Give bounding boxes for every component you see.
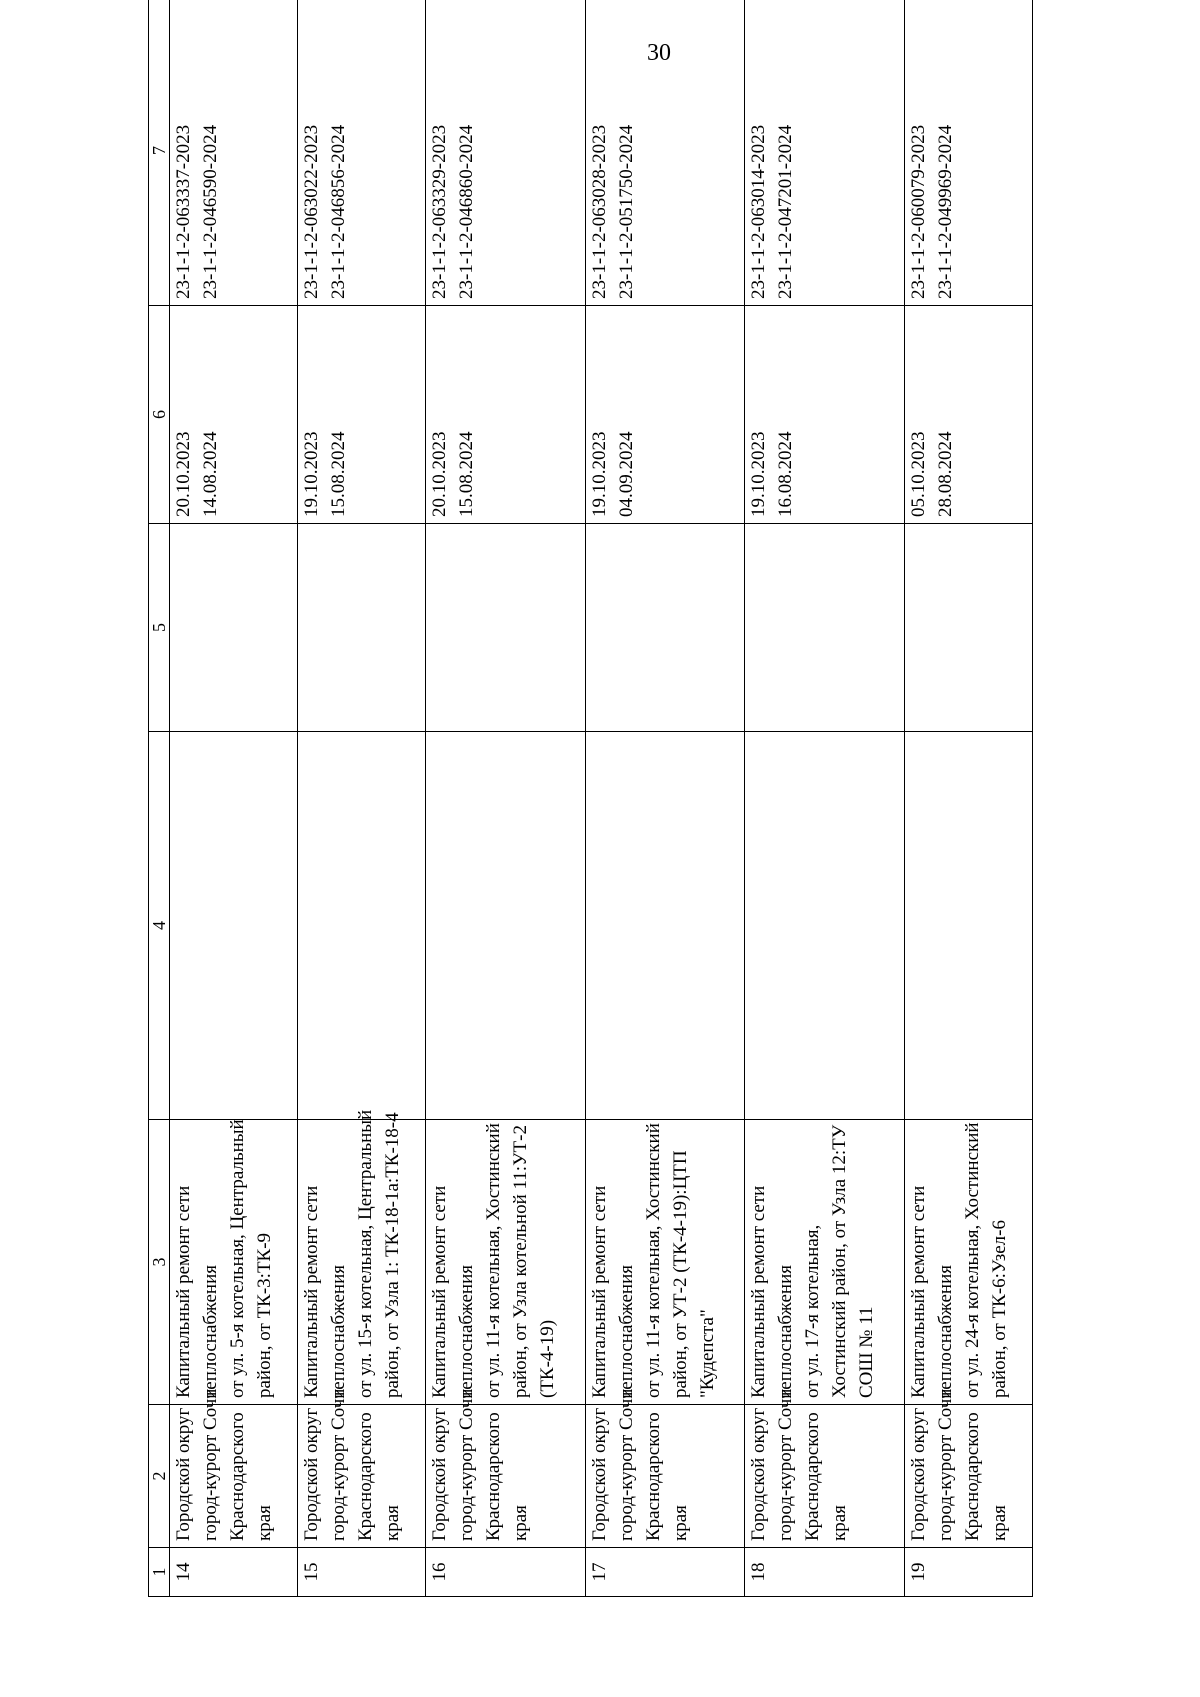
work-description-cell-line: район, от УТ-2 (ТК-4-19):ЦТП <box>669 1150 691 1398</box>
table-row <box>745 0 905 1597</box>
work-description-cell <box>170 1120 298 1405</box>
work-description-cell-line: теплоснабжения <box>327 1265 349 1398</box>
municipality-cell-line: края <box>988 1505 1010 1541</box>
work-description-cell-line: от ул. 5-я котельная, Центральный <box>227 1119 248 1398</box>
table-row <box>170 0 298 1597</box>
work-description-cell <box>745 1120 905 1405</box>
work-description-cell-line: Капитальный ремонт сети <box>428 1185 450 1398</box>
municipality-cell-line: Городской округ <box>748 1407 770 1541</box>
municipality-cell-line: город-курорт Сочи <box>934 1388 956 1541</box>
table-row <box>585 0 745 1597</box>
municipality-cell-line: Городской округ <box>173 1407 194 1541</box>
table-body <box>170 0 1033 1597</box>
column-5-cell <box>297 524 425 732</box>
registry-numbers-cell-line: 23-1-1-2-063028-2023 <box>588 124 610 299</box>
registry-numbers-cell <box>425 0 585 306</box>
dates-cell <box>904 306 1032 524</box>
registry-numbers-cell-line: 23-1-1-2-063014-2023 <box>748 124 770 299</box>
column-header-4: 4 <box>149 732 170 1120</box>
column-4-cell <box>170 732 298 1120</box>
work-description-cell <box>297 1109 425 1405</box>
registry-numbers-cell <box>745 0 905 306</box>
work-description-cell-line: теплоснабжения <box>455 1265 477 1398</box>
municipality-cell-line: Городской округ <box>300 1407 322 1541</box>
column-header-6: 6 <box>149 306 170 524</box>
dates-cell-line: 19.10.2023 <box>300 431 322 517</box>
dates-cell-line: 14.08.2024 <box>200 431 221 517</box>
row-number: 14 <box>170 1548 298 1597</box>
dates-cell-line: 15.08.2024 <box>327 431 349 517</box>
registry-numbers-cell-line: 23-1-1-2-063337-2023 <box>173 124 194 299</box>
column-header-5: 5 <box>149 524 170 732</box>
column-header-3: 3 <box>149 1120 170 1405</box>
registry-numbers-cell <box>297 0 425 306</box>
work-description-cell-line: район, от Узла котельной 11:УТ-2 <box>509 1125 531 1398</box>
dates-cell-line: 28.08.2024 <box>934 431 956 517</box>
municipality-cell <box>425 1388 585 1548</box>
dates-cell <box>170 306 298 524</box>
work-description-cell-line: район, от ТК-6:Узел-6 <box>988 1220 1010 1398</box>
municipality-cell-line: Городской округ <box>588 1407 610 1541</box>
work-description-cell-line: от ул. 11-я котельная, Хостинский <box>482 1123 504 1398</box>
table-row <box>297 0 425 1597</box>
municipality-cell-line: город-курорт Сочи <box>455 1388 477 1541</box>
dates-cell-line: 20.10.2023 <box>173 431 194 517</box>
work-description-cell <box>425 1120 585 1405</box>
municipality-cell-line: Краснодарского <box>642 1412 664 1541</box>
column-5-cell <box>745 524 905 732</box>
municipality-cell-line: края <box>381 1505 403 1541</box>
registry-numbers-cell-line: 23-1-1-2-063022-2023 <box>300 124 322 299</box>
work-description-cell-line: от ул. 15-я котельная, Центральный <box>354 1109 376 1398</box>
municipality-cell-line: края <box>829 1505 851 1541</box>
dates-cell <box>425 306 585 524</box>
registry-numbers-cell-line: 23-1-1-2-049969-2024 <box>934 124 956 299</box>
work-description-cell-line: район, от Узла 1: ТК-18-1а:ТК-18-4 <box>381 1112 403 1398</box>
municipality-cell-line: город-курорт Сочи <box>775 1388 797 1541</box>
work-description-cell-line: теплоснабжения <box>200 1265 221 1398</box>
column-5-cell <box>585 524 745 732</box>
column-5-cell <box>170 524 298 732</box>
work-description-cell-line: Капитальный ремонт сети <box>173 1185 194 1398</box>
dates-cell-line: 05.10.2023 <box>907 431 929 517</box>
work-description-cell-line: Капитальный ремонт сети <box>300 1185 322 1398</box>
registry-numbers-cell <box>585 0 745 306</box>
work-description-cell-line: СОШ № 11 <box>856 1306 878 1398</box>
column-header-2: 2 <box>149 1405 170 1548</box>
registry-numbers-cell-line: 23-1-1-2-046856-2024 <box>327 124 349 299</box>
registry-numbers-cell-line: 23-1-1-2-063329-2023 <box>428 124 450 299</box>
dates-cell-line: 15.08.2024 <box>455 431 477 517</box>
column-4-cell <box>425 732 585 1120</box>
municipality-cell-line: края <box>669 1505 691 1541</box>
row-number: 15 <box>297 1548 425 1597</box>
column-4-cell <box>297 732 425 1120</box>
dates-cell-line: 16.08.2024 <box>775 431 797 517</box>
work-description-cell-line: Капитальный ремонт сети <box>907 1185 929 1398</box>
municipality-cell-line: город-курорт Сочи <box>327 1388 349 1541</box>
work-description-cell <box>585 1120 745 1405</box>
work-description-cell-line: "Кудепста" <box>696 1309 718 1398</box>
row-number: 18 <box>745 1548 905 1597</box>
municipality-cell-line: Краснодарского <box>354 1412 376 1541</box>
row-number: 19 <box>904 1548 1032 1597</box>
municipality-cell <box>170 1388 298 1548</box>
municipality-cell-line: Краснодарского <box>961 1412 983 1541</box>
registry-numbers-cell-line: 23-1-1-2-046860-2024 <box>455 124 477 299</box>
work-description-cell-line: от ул. 17-я котельная, <box>802 1224 824 1398</box>
header-row <box>149 0 170 1597</box>
work-description-cell <box>904 1120 1032 1405</box>
data-table <box>148 0 1033 1597</box>
registry-numbers-cell-line: 23-1-1-2-046590-2024 <box>200 124 221 299</box>
registry-numbers-cell-line: 23-1-1-2-051750-2024 <box>615 124 637 299</box>
municipality-cell-line: Краснодарского <box>227 1412 248 1541</box>
row-number: 17 <box>585 1548 745 1597</box>
work-description-cell-line: теплоснабжения <box>934 1265 956 1398</box>
table-row <box>425 0 585 1597</box>
work-description-cell-line: район, от ТК-3:ТК-9 <box>254 1232 275 1398</box>
municipality-cell-line: края <box>509 1505 531 1541</box>
dates-cell <box>585 306 745 524</box>
municipality-cell <box>904 1388 1032 1548</box>
dates-cell-line: 20.10.2023 <box>428 431 450 517</box>
work-description-cell-line: (ТК-4-19) <box>536 1319 558 1398</box>
dates-cell-line: 19.10.2023 <box>748 431 770 517</box>
dates-cell-line: 04.09.2024 <box>615 431 637 517</box>
dates-cell <box>745 306 905 524</box>
work-description-cell-line: теплоснабжения <box>775 1265 797 1398</box>
work-description-cell-line: Хостинский район, от Узла 12:ТУ <box>829 1124 851 1398</box>
registry-numbers-cell-line: 23-1-1-2-060079-2023 <box>907 124 929 299</box>
column-5-cell <box>425 524 585 732</box>
rotated-table-container <box>148 87 1033 1597</box>
municipality-cell-line: город-курорт Сочи <box>615 1388 637 1541</box>
dates-cell-line: 19.10.2023 <box>588 431 610 517</box>
column-header-1: 1 <box>149 1548 170 1597</box>
municipality-cell-line: Краснодарского <box>802 1412 824 1541</box>
municipality-cell <box>745 1388 905 1548</box>
column-4-cell <box>585 732 745 1120</box>
municipality-cell <box>585 1388 745 1548</box>
table-row <box>904 0 1032 1597</box>
column-4-cell <box>904 732 1032 1120</box>
row-number: 16 <box>425 1548 585 1597</box>
work-description-cell-line: Капитальный ремонт сети <box>588 1185 610 1398</box>
municipality-cell-line: Городской округ <box>428 1407 450 1541</box>
work-description-cell-line: от ул. 24-я котельная, Хостинский <box>961 1122 983 1398</box>
work-description-cell-line: теплоснабжения <box>615 1265 637 1398</box>
page-number: 30 <box>647 40 671 66</box>
municipality-cell-line: город-курорт Сочи <box>200 1388 221 1541</box>
municipality-cell <box>297 1388 425 1548</box>
column-4-cell <box>745 732 905 1120</box>
work-description-cell-line: от ул. 11-я котельная, Хостинский <box>642 1123 664 1398</box>
column-header-7: 7 <box>149 0 170 306</box>
registry-numbers-cell <box>904 0 1032 306</box>
municipality-cell-line: края <box>254 1505 275 1541</box>
work-description-cell-line: Капитальный ремонт сети <box>748 1185 770 1398</box>
municipality-cell-line: Городской округ <box>907 1407 929 1541</box>
dates-cell <box>297 306 425 524</box>
registry-numbers-cell <box>170 0 298 306</box>
registry-numbers-cell-line: 23-1-1-2-047201-2024 <box>775 124 797 299</box>
municipality-cell-line: Краснодарского <box>482 1412 504 1541</box>
column-5-cell <box>904 524 1032 732</box>
